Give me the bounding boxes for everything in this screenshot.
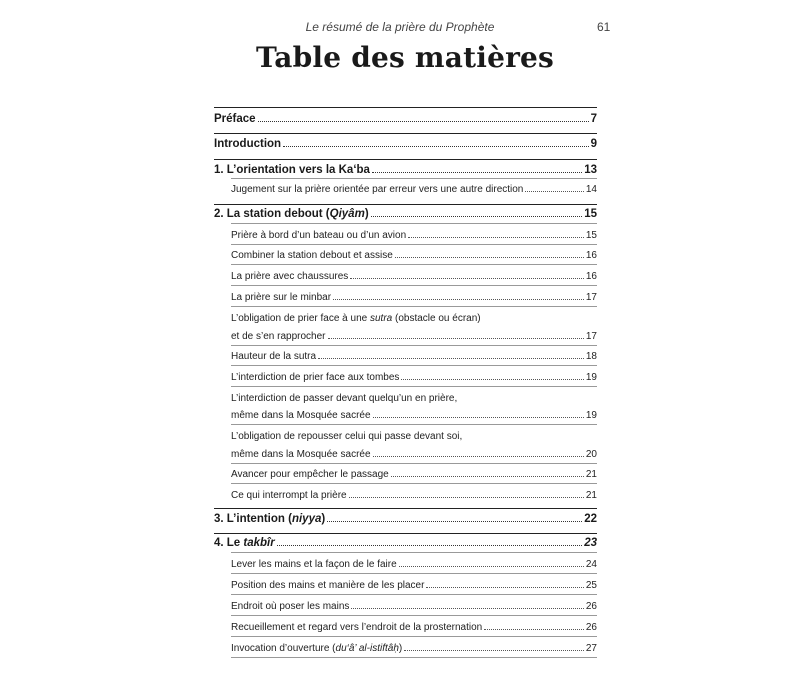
toc-entry-page: 27 <box>585 643 597 654</box>
dot-leader <box>318 357 584 359</box>
toc-entry-page: 15 <box>584 208 597 220</box>
toc-subentry[interactable] <box>231 580 597 591</box>
label-text: L’obligation de prier face à une <box>231 313 370 324</box>
toc-entry-chapter-2[interactable] <box>214 208 597 220</box>
toc-entry-label <box>214 208 369 220</box>
divider <box>231 636 597 637</box>
toc-subentry[interactable] <box>231 559 597 570</box>
dot-leader <box>372 171 582 173</box>
dot-leader <box>426 586 583 588</box>
running-header: Le résumé de la prière du Prophète <box>305 20 495 34</box>
label-text: ) <box>364 208 369 220</box>
toc-entry-label: Introduction <box>214 138 282 150</box>
toc-subentry[interactable] <box>231 410 597 421</box>
toc-entry-page: 13 <box>584 164 597 176</box>
dot-leader <box>258 120 589 122</box>
toc-subentry[interactable] <box>231 292 597 303</box>
dot-leader <box>349 496 584 498</box>
toc-entry-label: même dans la Mosquée sacrée <box>231 449 371 460</box>
toc-entry-page: 26 <box>585 622 597 633</box>
table-of-contents <box>214 107 597 654</box>
toc-entry-page: 17 <box>585 331 597 342</box>
toc-entry-page: 23 <box>584 537 597 549</box>
divider <box>231 483 597 484</box>
toc-entry-label: La prière sur le minbar <box>231 292 332 303</box>
dot-leader <box>333 298 584 300</box>
divider <box>231 424 597 425</box>
toc-subentry[interactable] <box>231 331 597 342</box>
page-title: Table des matières <box>255 41 555 74</box>
toc-subentry[interactable] <box>231 601 597 612</box>
label-text: ) <box>321 513 326 525</box>
dot-leader <box>404 649 584 651</box>
divider <box>214 533 597 534</box>
dot-leader <box>351 607 583 609</box>
divider <box>231 657 597 658</box>
divider <box>231 594 597 595</box>
label-italic: niyya <box>291 513 322 525</box>
toc-entry-preface[interactable] <box>214 113 597 125</box>
divider <box>231 244 597 245</box>
toc-entry-page: 7 <box>590 113 597 125</box>
toc-entry-label: Jugement sur la prière orientée par erreur vers une autre direction <box>231 184 524 195</box>
toc-entry-label: Position des mains et manière de les placer <box>231 580 425 591</box>
toc-subentry[interactable] <box>231 372 597 383</box>
toc-subentry[interactable] <box>231 271 597 282</box>
divider <box>231 463 597 464</box>
dot-leader <box>395 256 584 258</box>
dot-leader <box>399 565 584 567</box>
label-text: ) <box>398 643 403 654</box>
dot-leader <box>525 190 584 192</box>
divider <box>214 159 597 160</box>
toc-entry-label: Préface <box>214 113 256 125</box>
toc-subentry[interactable] <box>231 469 597 480</box>
divider <box>231 264 597 265</box>
toc-entry-introduction[interactable] <box>214 138 597 150</box>
toc-entry-page: 19 <box>585 372 597 383</box>
divider <box>214 508 597 509</box>
toc-entry-label <box>214 513 325 525</box>
toc-entry-page: 24 <box>585 559 597 570</box>
dot-leader <box>373 455 584 457</box>
toc-subentry-line1: L’obligation de repousser celui qui passe devant soi, <box>231 431 463 442</box>
toc-subentry[interactable] <box>231 643 597 654</box>
toc-entry-page: 26 <box>585 601 597 612</box>
toc-entry-page: 17 <box>585 292 597 303</box>
divider <box>231 365 597 366</box>
divider <box>231 285 597 286</box>
toc-entry-label: Endroit où poser les mains <box>231 601 350 612</box>
dot-leader <box>401 378 583 380</box>
dot-leader <box>484 628 584 630</box>
toc-entry-page: 21 <box>585 490 597 501</box>
toc-entry-page: 22 <box>584 513 597 525</box>
toc-subentry-line1 <box>231 313 481 324</box>
toc-entry-chapter-3[interactable] <box>214 513 597 525</box>
toc-subentry[interactable] <box>231 250 597 261</box>
divider <box>231 178 597 179</box>
toc-entry-label: Ce qui interrompt la prière <box>231 490 347 501</box>
toc-entry-label: 1. L’orientation vers la Ka‘ba <box>214 164 370 176</box>
divider <box>231 386 597 387</box>
label-text: (obstacle ou écran) <box>392 313 481 324</box>
toc-entry-label: Hauteur de la sutra <box>231 351 317 362</box>
dot-leader <box>371 215 583 217</box>
toc-subentry[interactable] <box>231 351 597 362</box>
toc-entry-page: 16 <box>585 250 597 261</box>
toc-subentry[interactable] <box>231 449 597 460</box>
toc-entry-chapter-1[interactable] <box>214 164 597 176</box>
dot-leader <box>327 520 582 522</box>
toc-entry-label <box>231 643 402 654</box>
toc-entry-label: Prière à bord d’un bateau ou d’un avion <box>231 230 407 241</box>
label-italic: Qiyâm <box>329 208 365 220</box>
toc-entry-label: Lever les mains et la façon de le faire <box>231 559 397 570</box>
toc-subentry[interactable] <box>231 230 597 241</box>
toc-entry-page: 18 <box>585 351 597 362</box>
label-text: 2. La station debout ( <box>214 208 330 220</box>
dot-leader <box>277 544 582 546</box>
label-italic: takbîr <box>243 537 275 549</box>
toc-entry-page: 21 <box>585 469 597 480</box>
divider <box>214 204 597 205</box>
toc-entry-label: et de s’en rapprocher <box>231 331 326 342</box>
toc-entry-page: 25 <box>585 580 597 591</box>
toc-subentry[interactable] <box>231 184 597 195</box>
dot-leader <box>391 475 584 477</box>
dot-leader <box>283 145 589 147</box>
toc-entry-label: même dans la Mosquée sacrée <box>231 410 371 421</box>
toc-subentry[interactable] <box>231 490 597 501</box>
toc-entry-page: 16 <box>585 271 597 282</box>
toc-subentry[interactable] <box>231 622 597 633</box>
toc-entry-label: L’interdiction de prier face aux tombes <box>231 372 400 383</box>
dot-leader <box>373 416 584 418</box>
label-text: 4. Le <box>214 537 244 549</box>
toc-entry-page: 20 <box>585 449 597 460</box>
toc-entry-chapter-4[interactable] <box>214 537 597 549</box>
toc-entry-label <box>214 537 275 549</box>
dot-leader <box>350 277 584 279</box>
toc-entry-page: 19 <box>585 410 597 421</box>
dot-leader <box>408 236 584 238</box>
divider <box>231 552 597 553</box>
divider <box>231 615 597 616</box>
label-text: 3. L’intention ( <box>214 513 292 525</box>
divider <box>231 223 597 224</box>
label-text: Invocation d’ouverture ( <box>231 643 336 654</box>
label-italic: sutra <box>370 313 393 324</box>
divider <box>231 345 597 346</box>
divider <box>231 573 597 574</box>
toc-entry-label: Avancer pour empêcher le passage <box>231 469 389 480</box>
divider <box>214 133 597 134</box>
toc-subentry-line1: L’interdiction de passer devant quelqu’un en prière, <box>231 393 458 404</box>
toc-entry-page: 14 <box>585 184 597 195</box>
dot-leader <box>328 337 584 339</box>
toc-entry-label: Recueillement et regard vers l’endroit de la prosternation <box>231 622 483 633</box>
toc-entry-label: Combiner la station debout et assise <box>231 250 393 261</box>
page-number: 61 <box>597 20 611 34</box>
toc-entry-page: 15 <box>585 230 597 241</box>
toc-entry-label: La prière avec chaussures <box>231 271 349 282</box>
toc-entry-page: 9 <box>590 138 597 150</box>
divider <box>231 306 597 307</box>
label-italic: du‘â’ al-istiftâḥ <box>335 643 399 654</box>
